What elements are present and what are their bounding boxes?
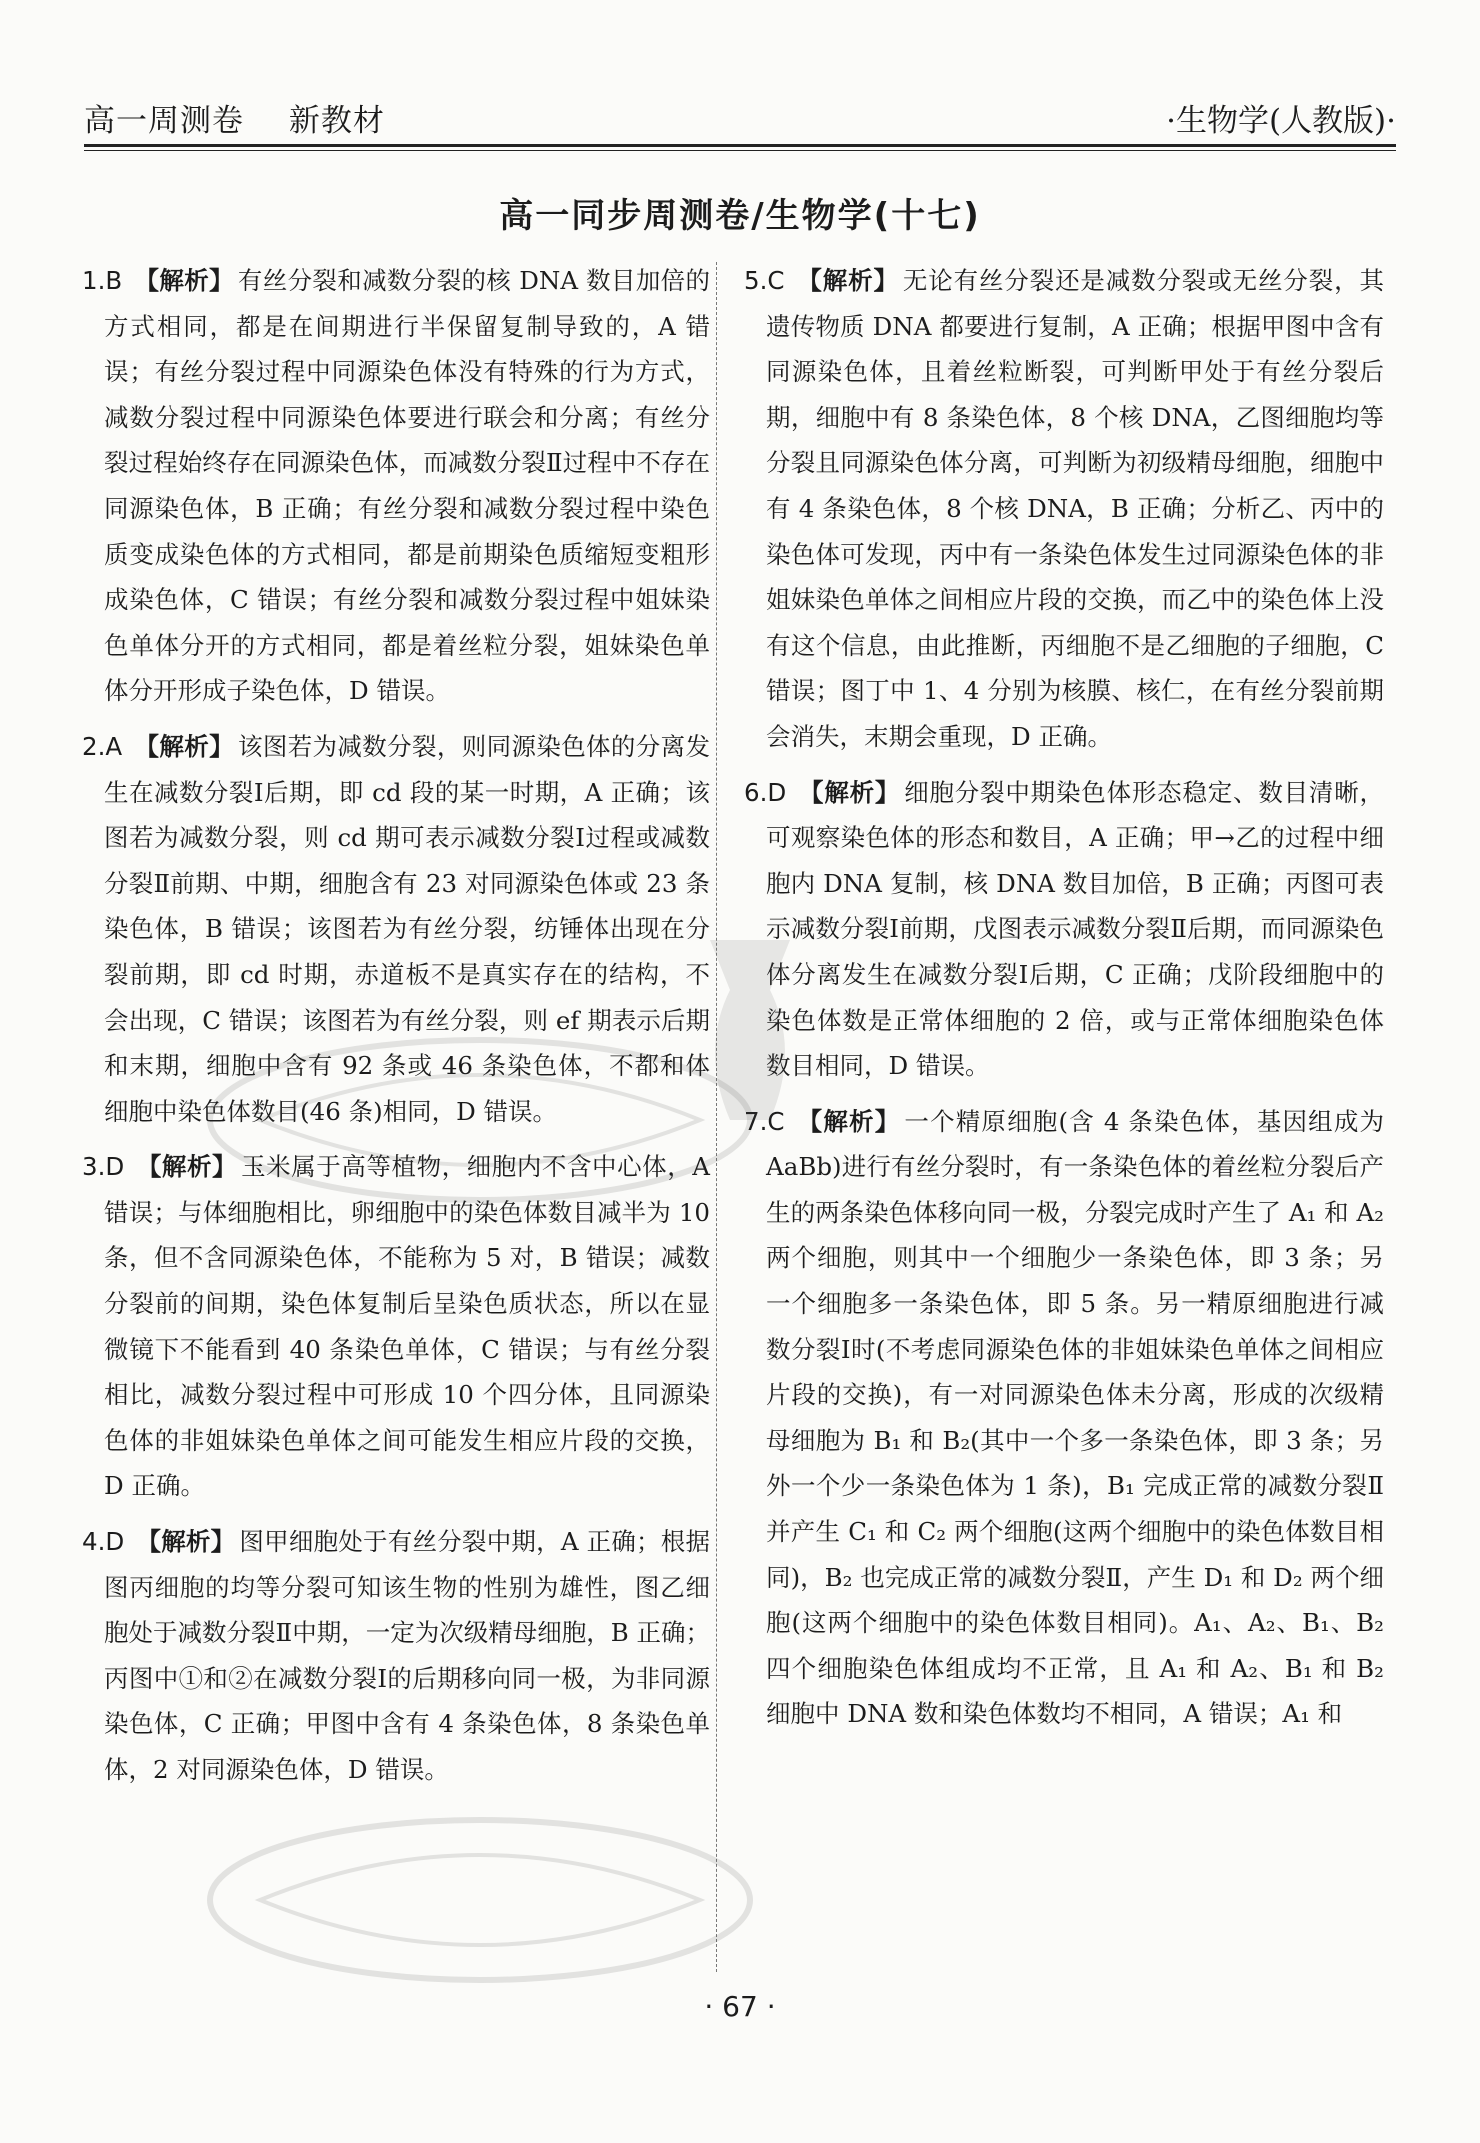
analysis-tag: 【解析】 (796, 266, 899, 295)
analysis-tag: 【解析】 (136, 1527, 236, 1557)
page-number: · 67 · (704, 1990, 776, 2023)
answer-number: 5.C (744, 266, 785, 295)
answer-text: 玉米属于高等植物，细胞内不含中心体，A 错误；与体细胞相比，卵细胞中的染色体数目减半为 10 条，但不含同源染色体，不能称为 5 对，B 错误；减数分裂前的间期，染色体复制后呈染色质状态，所以在显微镜下不能看到 40 条染色单体，C 错误；与有丝分裂相比，减数分裂过程中可形成 10 个四分体，且同源染色体的非姐妹染色单体之间可能发生相应片段的交换，D 正确。 (104, 1152, 710, 1501)
analysis-tag: 【解析】 (798, 777, 901, 807)
analysis-tag: 【解析】 (134, 266, 234, 295)
answer-item (744, 770, 1384, 1089)
header-subject: ·生物学(人教版)· (1166, 103, 1396, 139)
answer-number: 6.D (744, 777, 787, 807)
answer-text: 该图若为减数分裂，则同源染色体的分离发生在减数分裂Ⅰ后期，即 cd 段的某一时期，A 正确；该图若为减数分裂，则 cd 期可表示减数分裂Ⅰ过程或减数分裂Ⅱ前期、中期，细胞含有 23 对同源染色体或 23 条染色体，B 错误；该图若为有丝分裂，纺锤体出现在分裂前期，即 cd 时期，赤道板不是真实存在的结构，不会出现，C 错误；该图若为有丝分裂，则 ef 期表示后期和末期，细胞中含有 92 条或 46 条染色体，不都和体细胞中染色体数目(46 条)相同，D 错误。 (104, 731, 711, 1126)
answer-item (82, 1519, 710, 1793)
header-edition: 新教材 (288, 103, 385, 139)
watermark-logo-icon (200, 1800, 760, 2000)
answer-text: 一个精原细胞(含 4 条染色体，基因组成为 AaBb)进行有丝分裂时，有一条染色体的着丝粒分裂后产生的两条染色体移向同一极，分裂完成时产生了 A₁ 和 A₂ 两个细胞，则其中一个细胞少一条染色体，即 3 条；另一个细胞多一条染色体，即 5 条。另一精原细胞进行减数分裂Ⅰ时(不考虑同源染色体的非姐妹染色单体之间相应片段的交换)，有一对同源染色体未分离，形成的次级精母细胞为 B₁ 和 B₂(其中一个多一条染色体，即 3 条；另外一个少一条染色体为 1 条)，B₁ 完成正常的减数分裂Ⅱ并产生 C₁ 和 C₂ 两个细胞(这两个细胞中的染色体数目相同)，B₂ 也完成正常的减数分裂Ⅱ，产生 D₁ 和 D₂ 两个细胞(这两个细胞中的染色体数目相同)。A₁、A₂、B₁、B₂ 四个细胞染色体组成均不正常，且 A₁ 和 A₂、B₁ 和 B₂ 细胞中 DNA 数和染色体数均不相同，A 错误；A₁ 和 (766, 1106, 1384, 1729)
answer-number: 2.A (82, 731, 123, 761)
column-divider (716, 262, 717, 1972)
answer-number: 1.B (82, 266, 123, 295)
answer-number: 4.D (82, 1527, 125, 1557)
answer-item (744, 1099, 1384, 1737)
right-column (744, 258, 1384, 1747)
answer-item (82, 1144, 710, 1509)
analysis-tag: 【解析】 (796, 1106, 901, 1136)
answer-item (82, 258, 710, 714)
analysis-tag: 【解析】 (136, 1152, 238, 1182)
analysis-tag: 【解析】 (134, 731, 234, 761)
answer-item (82, 724, 710, 1134)
header-rule-thin (84, 150, 1396, 151)
answer-text: 无论有丝分裂还是减数分裂或无丝分裂，其遗传物质 DNA 都要进行复制，A 正确；根据甲图中含有同源染色体，且着丝粒断裂，可判断甲处于有丝分裂后期，细胞中有 8 条染色体，8 个核 DNA，乙图细胞均等分裂且同源染色体分离，可判断为初级精母细胞，细胞中有 4 条染色体，8 个核 DNA，B 正确；分析乙、丙中的染色体可发现，丙中有一条染色体发生过同源染色体的非姐妹染色单体之间相应片段的交换，而乙中的染色体上没有这个信息，由此推断，丙细胞不是乙细胞的子细胞，C 错误；图丁中 1、4 分别为核膜、核仁，在有丝分裂前期会消失，末期会重现，D 正确。 (766, 266, 1385, 751)
answer-number: 3.D (82, 1152, 125, 1182)
left-column (82, 258, 710, 1803)
answer-item (744, 258, 1384, 760)
answer-number: 7.C (744, 1106, 785, 1136)
page-title: 高一同步周测卷/生物学(十七) (499, 196, 981, 236)
answer-text: 有丝分裂和减数分裂的核 DNA 数目加倍的方式相同，都是在间期进行半保留复制导致的，A 错误；有丝分裂过程中同源染色体没有特殊的行为方式，减数分裂过程中同源染色体要进行联会和分离；有丝分裂过程始终存在同源染色体，而减数分裂Ⅱ过程中不存在同源染色体，B 正确；有丝分裂和减数分裂过程中染色质变成染色体的方式相同，都是前期染色质缩短变粗形成染色体，C 错误；有丝分裂和减数分裂过程中姐妹染色单体分开的方式相同，都是着丝粒分裂，姐妹染色单体分开形成子染色体，D 错误。 (104, 266, 710, 706)
header-series-title: 高一周测卷 (84, 103, 244, 139)
answer-text: 图甲细胞处于有丝分裂中期，A 正确；根据图丙细胞的均等分裂可知该生物的性别为雄性，图乙细胞处于减数分裂Ⅱ中期，一定为次级精母细胞，B 正确；丙图中①和②在减数分裂Ⅰ的后期移向同一极，为非同源染色体，C 正确；甲图中含有 4 条染色体，8 条染色单体，2 对同源染色体，D 错误。 (104, 1527, 711, 1784)
page-header (84, 88, 1396, 140)
header-rule-thick (84, 144, 1396, 147)
answer-text: 细胞分裂中期染色体形态稳定、数目清晰，可观察染色体的形态和数目，A 正确；甲→乙的过程中细胞内 DNA 复制，核 DNA 数目加倍，B 正确；丙图可表示减数分裂Ⅰ前期，戊图表示减数分裂Ⅱ后期，而同源染色体分离发生在减数分裂Ⅰ后期，C 正确；戊阶段细胞中的染色体数是正常体细胞的 2 倍，或与正常体细胞染色体数目相同，D 错误。 (766, 777, 1384, 1081)
header-left (84, 95, 385, 140)
